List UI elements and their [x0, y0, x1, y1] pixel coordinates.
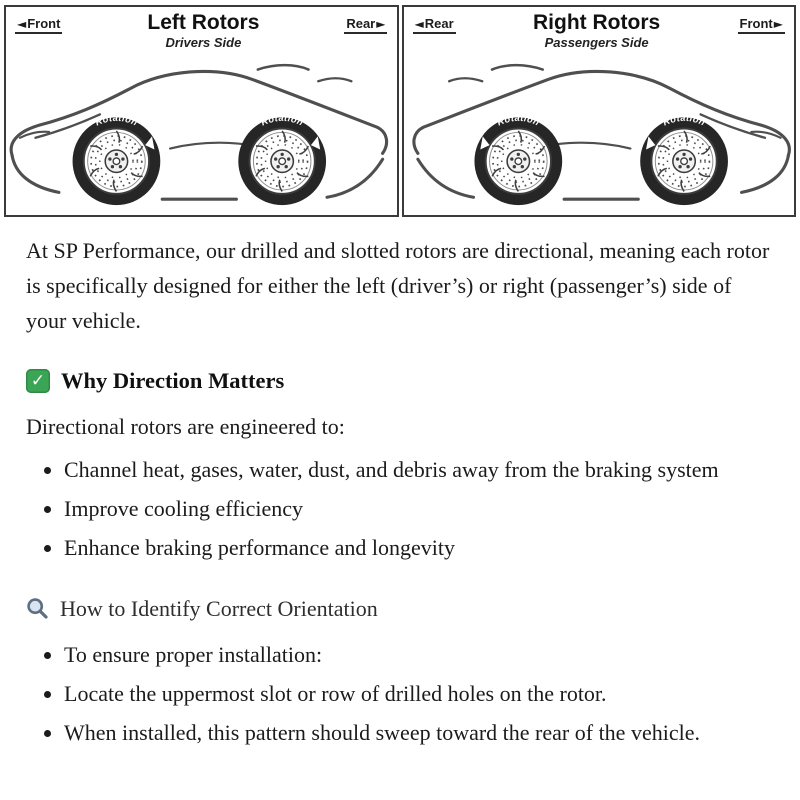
front-wheel-rotor — [73, 113, 161, 205]
diagram-title-block — [533, 12, 660, 50]
check-mark-icon: ✓ — [26, 369, 50, 393]
engineered-to-lead: Directional rotors are engineered to: — [26, 414, 345, 440]
why-direction-matters-heading — [26, 368, 772, 394]
magnifier-icon — [26, 597, 49, 620]
left-arrow-icon: ◄ — [17, 16, 27, 31]
direction-benefits-list — [26, 453, 772, 565]
bullet-item: • To ensure proper installation: — [64, 638, 772, 672]
orientation-steps-list — [26, 638, 772, 750]
left-arrow-icon: ◄ — [414, 16, 424, 31]
rear-direction-label — [413, 16, 456, 34]
bullet-item: • Channel heat, gases, water, dust, and debris away from the braking system — [64, 453, 772, 487]
rear-wheel-rotor — [238, 113, 326, 205]
bullet-item: • Locate the uppermost slot or row of drilled holes on the rotor. — [64, 677, 772, 711]
direction-text: Front — [739, 16, 773, 31]
right-car-illustration — [404, 52, 795, 208]
intro-paragraph: At SP Performance, our drilled and slotted rotors are directional, meaning each rotor is specifically designed for either the left (driver’s) or right (passenger’s) side of your vehicle. — [26, 238, 770, 333]
diagram-subtitle: Drivers Side — [165, 35, 242, 51]
front-direction-label — [738, 16, 785, 34]
front-wheel-rotor — [640, 113, 728, 205]
heading-text: Why Direction Matters — [61, 368, 285, 394]
bullet-item: • Enhance braking performance and longevity — [64, 531, 772, 565]
rear-wheel-rotor — [474, 113, 562, 205]
right-arrow-icon: ► — [376, 16, 386, 31]
bullet-item: • When installed, this pattern should sweep toward the rear of the vehicle. — [64, 716, 772, 750]
right-diagram-header — [404, 7, 795, 50]
rotation-label: Rotation — [660, 112, 707, 128]
identify-orientation-heading — [26, 596, 772, 622]
heading-text: How to Identify Correct Orientation — [60, 595, 378, 621]
rotation-label: Rotation — [93, 112, 140, 128]
car-body-outline — [413, 65, 788, 199]
direction-text: Rear — [346, 16, 376, 31]
diagram-subtitle: Passengers Side — [544, 35, 649, 51]
article-content — [0, 234, 800, 788]
front-direction-label — [15, 16, 62, 34]
bullet-item: • Improve cooling efficiency — [64, 492, 772, 526]
diagram-title: Left Rotors — [147, 11, 260, 34]
left-diagram-header — [6, 7, 397, 50]
diagram-title: Right Rotors — [533, 11, 661, 34]
diagram-title-block — [147, 12, 259, 50]
rotor-diagrams — [0, 0, 800, 217]
rear-direction-label — [344, 16, 387, 34]
direction-text: Front — [27, 16, 61, 31]
left-car-illustration — [6, 52, 397, 208]
rotation-label: Rotation — [494, 112, 541, 128]
rotation-label: Rotation — [259, 112, 306, 128]
direction-text: Rear — [424, 16, 454, 31]
left-rotors-diagram — [4, 5, 399, 217]
car-body-outline — [11, 65, 386, 199]
right-arrow-icon: ► — [773, 16, 783, 31]
right-rotors-diagram — [402, 5, 797, 217]
